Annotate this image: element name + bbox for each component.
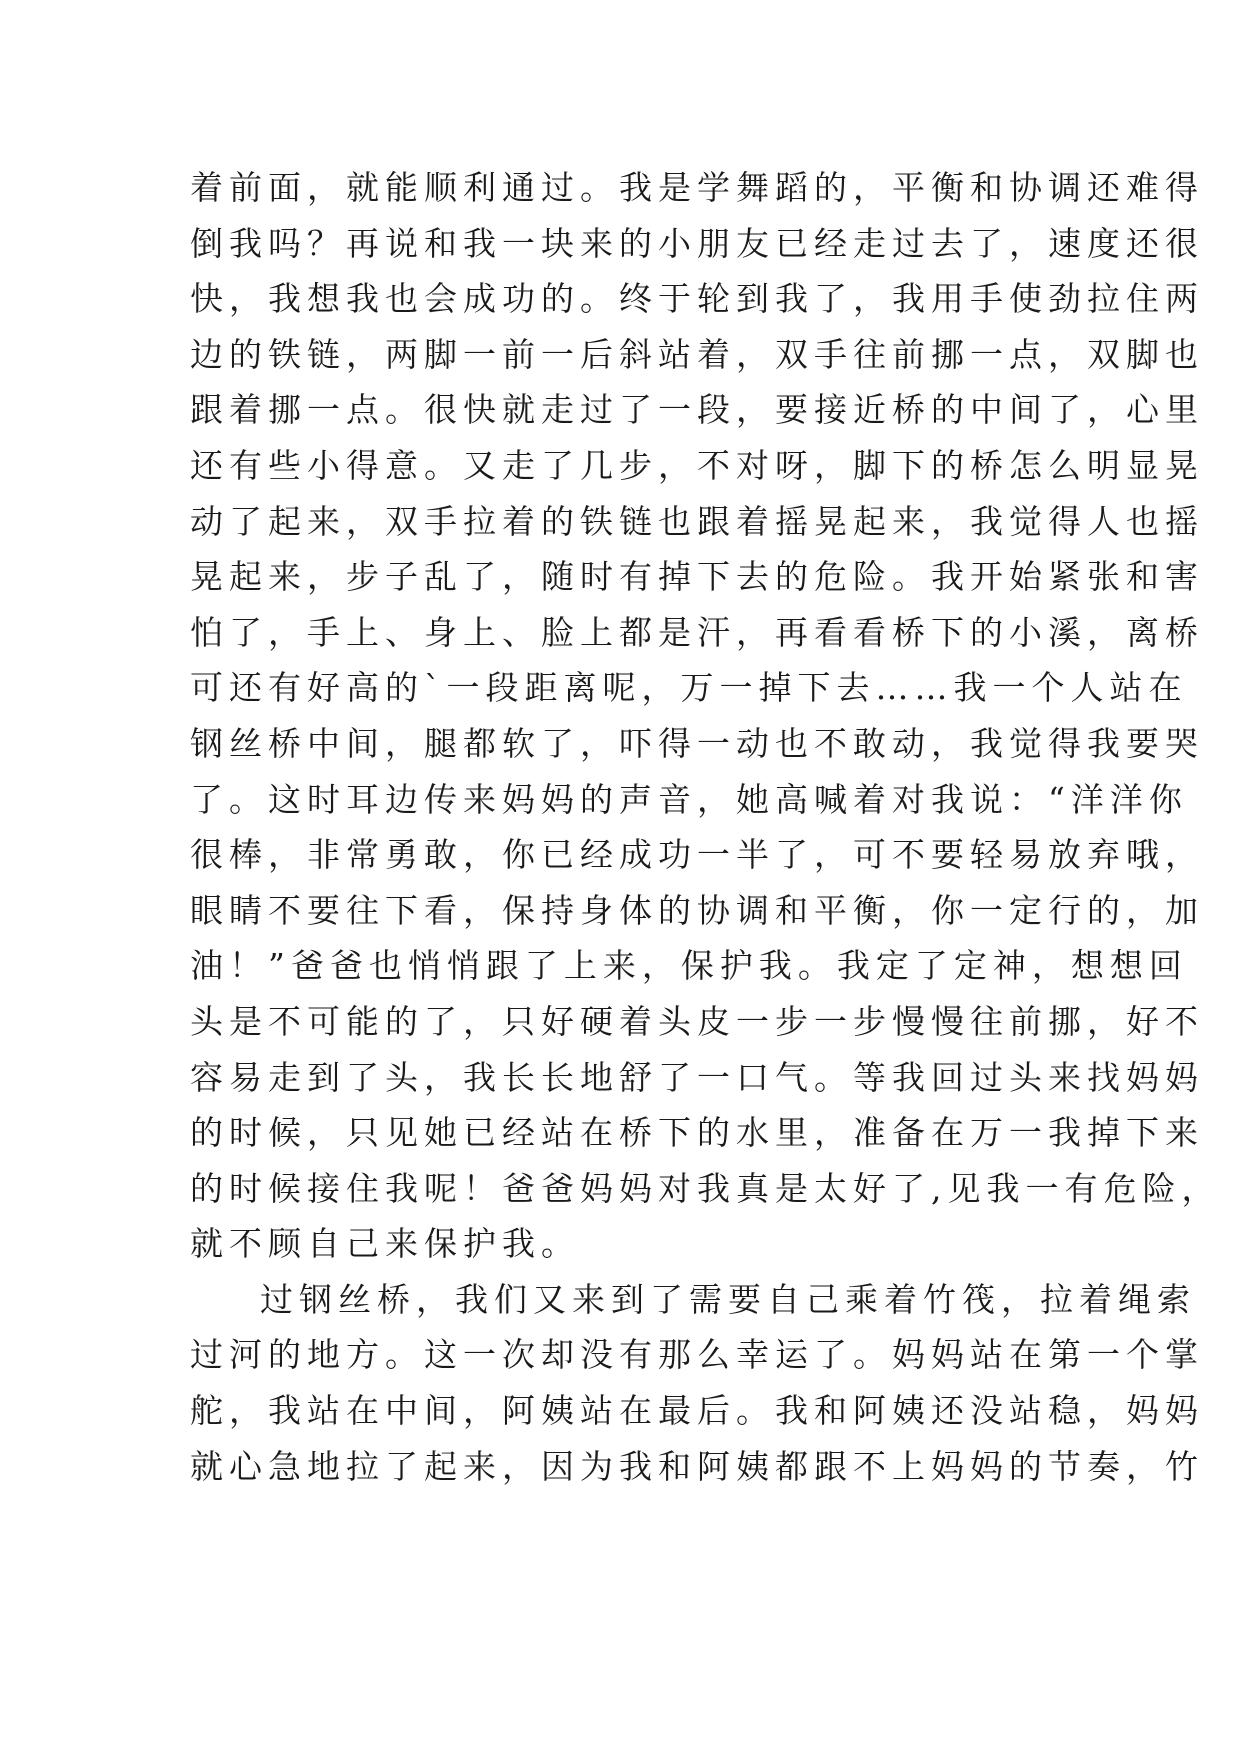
paragraph-2	[190, 1272, 1204, 1494]
text-line: 边的铁链，两脚一前一后斜站着，双手往前挪一点，双脚也	[190, 334, 1204, 374]
paragraph-1	[190, 160, 1221, 1272]
text-line: 舵，我站在中间，阿姨站在最后。我和阿姨还没站稳，妈妈	[190, 1391, 1204, 1431]
text-line: 眼睛不要往下看，保持身体的协调和平衡，你一定行的，加	[190, 890, 1204, 930]
text-line: 头是不可能的了，只好硬着头皮一步一步慢慢往前挪，好不	[190, 1001, 1204, 1041]
text-line: 就心急地拉了起来，因为我和阿姨都跟不上妈妈的节奏，竹	[190, 1446, 1204, 1486]
body-text	[190, 160, 1221, 1494]
text-line: 很棒，非常勇敢，你已经成功一半了，可不要轻易放弃哦，	[190, 835, 1204, 875]
text-line: 油！”爸爸也悄悄跟了上来，保护我。我定了定神，想想回	[190, 946, 1188, 986]
text-line: 着前面，就能顺利通过。我是学舞蹈的，平衡和协调还难得	[190, 168, 1204, 207]
text-line: 容易走到了头，我长长地舒了一口气。等我回过头来找妈妈	[190, 1057, 1204, 1097]
text-line: 的时候接住我呢！爸爸妈妈对我真是太好了,见我一有危险，	[190, 1168, 1221, 1208]
text-line: 还有些小得意。又走了几步，不对呀，脚下的桥怎么明显晃	[190, 445, 1204, 485]
text-line: 的时候，只见她已经站在桥下的水里，准备在万一我掉下来	[190, 1113, 1204, 1153]
text-line: 过河的地方。这一次却没有那么幸运了。妈妈站在第一个掌	[190, 1335, 1204, 1375]
text-line: 怕了，手上、身上、脸上都是汗，再看看桥下的小溪，离桥	[190, 612, 1204, 652]
text-line: 动了起来，双手拉着的铁链也跟着摇晃起来，我觉得人也摇	[190, 501, 1204, 541]
text-line: 晃起来，步子乱了，随时有掉下去的危险。我开始紧张和害	[190, 557, 1204, 597]
text-line: 跟着挪一点。很快就走过了一段，要接近桥的中间了，心里	[190, 390, 1204, 430]
text-line: 快，我想我也会成功的。终于轮到我了，我用手使劲拉住两	[190, 279, 1204, 319]
text-line: 倒我吗？再说和我一块来的小朋友已经走过去了，速度还很	[190, 223, 1204, 263]
text-line-indented: 过钢丝桥，我们又来到了需要自己乘着竹筏，拉着绳索	[260, 1279, 1196, 1319]
text-line: 钢丝桥中间，腿都软了，吓得一动也不敢动，我觉得我要哭	[190, 723, 1204, 763]
text-line: 就不顾自己来保护我。	[190, 1224, 580, 1264]
text-line: 了。这时耳边传来妈妈的声音，她高喊着对我说：“洋洋你	[190, 779, 1188, 819]
text-line: 可还有好高的`一段距离呢，万一掉下去……我一个人站在	[190, 668, 1188, 708]
